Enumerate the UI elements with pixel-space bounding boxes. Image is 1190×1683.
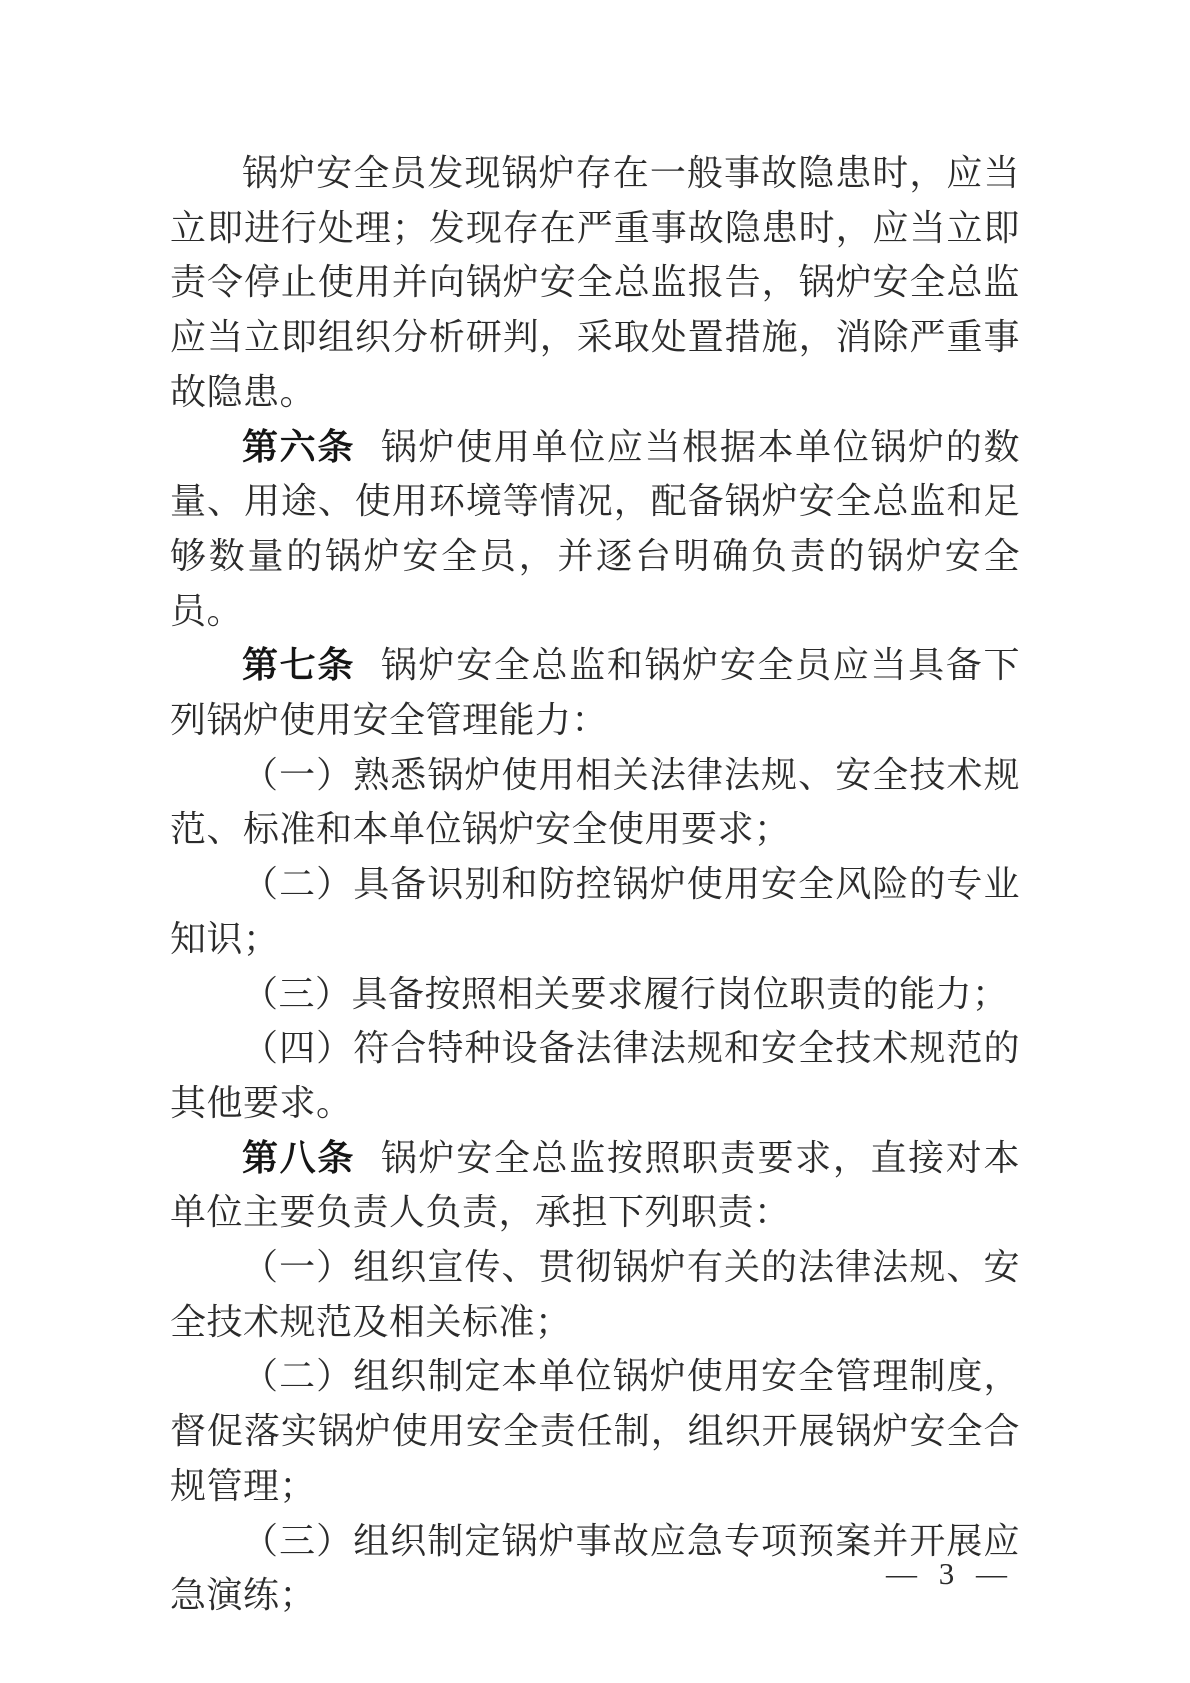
- paragraph-10: [170, 1349, 1020, 1513]
- paragraph-text: （一）组织宣传、贯彻锅炉有关的法律法规、安全技术规范及相关标准；: [170, 1247, 1020, 1342]
- article-number: 第七条: [242, 644, 355, 686]
- paragraph-1: [170, 146, 1020, 420]
- paragraph-text: （三）具备按照相关要求履行岗位职责的能力；: [242, 973, 1009, 1014]
- paragraph-5: [170, 857, 1020, 966]
- paragraph-text: 锅炉安全员发现锅炉存在一般事故隐患时，应当立即进行处理；发现存在严重事故隐患时，应当立即责令停止使用并向锅炉安全总监报告，锅炉安全总监应当立即组织分析研判，采取处置措施，消除严重事故隐患。: [170, 153, 1020, 412]
- paragraph-text: 锅炉安全总监按照职责要求，直接对本单位主要负责人负责，承担下列职责：: [170, 1137, 1020, 1233]
- paragraph-text: （二）组织制定本单位锅炉使用安全管理制度，督促落实锅炉使用安全责任制，组织开展锅炉安全合规管理；: [170, 1356, 1020, 1506]
- paragraph-4: [170, 748, 1020, 857]
- paragraph-7: [170, 1021, 1020, 1130]
- paragraph-text: （二）具备识别和防控锅炉使用安全风险的专业知识；: [170, 864, 1020, 959]
- paragraph-9: [170, 1240, 1020, 1349]
- page-footer: [886, 1556, 1014, 1592]
- paragraph-text: （三）组织制定锅炉事故应急专项预案并开展应急演练；: [170, 1520, 1020, 1616]
- paragraph-6: [170, 967, 1020, 1022]
- paragraph-3: [170, 638, 1020, 747]
- document-body: [170, 146, 1020, 1623]
- paragraph-text: 锅炉安全总监和锅炉安全员应当具备下列锅炉使用安全管理能力：: [170, 645, 1020, 741]
- paragraph-8: [170, 1131, 1020, 1240]
- paragraph-text: （一）熟悉锅炉使用相关法律法规、安全技术规范、标准和本单位锅炉安全使用要求；: [170, 754, 1020, 850]
- paragraph-2: [170, 420, 1020, 639]
- page-number: — 3 —: [886, 1556, 1014, 1591]
- article-number: 第六条: [242, 425, 355, 467]
- paragraph-text: 锅炉使用单位应当根据本单位锅炉的数量、用途、使用环境等情况，配备锅炉安全总监和足够数量的锅炉安全员，并逐台明确负责的锅炉安全员。: [170, 426, 1020, 631]
- paragraph-text: （四）符合特种设备法律法规和安全技术规范的其他要求。: [170, 1028, 1020, 1123]
- article-number: 第八条: [242, 1136, 355, 1178]
